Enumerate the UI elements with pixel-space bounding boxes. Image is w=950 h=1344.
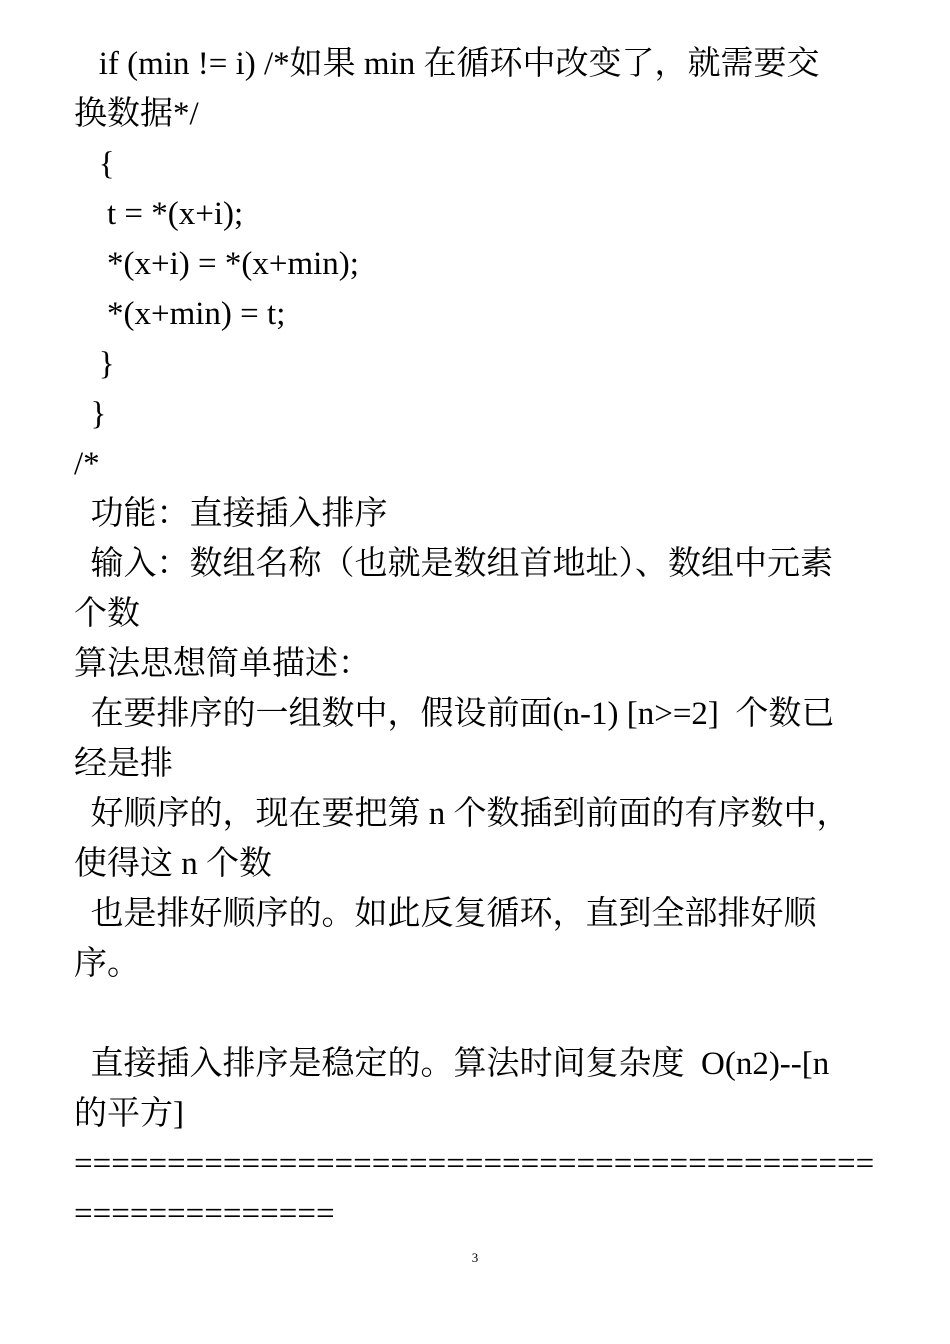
text-line: 功能：直接插入排序 [74, 496, 388, 532]
text-line: *(x+i) = *(x+min); [74, 246, 359, 282]
text-line: 使得这 n 个数 [74, 846, 272, 882]
text-line: 也是排好顺序的。如此反复循环，直到全部排好顺 [74, 896, 817, 932]
text-line: { [74, 146, 115, 182]
text-line: 输入：数组名称（也就是数组首地址）、数组中元素 [74, 546, 833, 582]
text-line: 在要排序的一组数中，假设前面(n-1) [n>=2] 个数已 [74, 696, 835, 732]
text-line: 算法思想简单描述： [74, 646, 371, 682]
text-line: 序。 [74, 946, 140, 982]
text-line: 换数据*/ [74, 96, 199, 132]
text-line: } [74, 346, 115, 382]
text-line: 个数 [74, 596, 140, 632]
text-line: /* [74, 446, 100, 482]
text-line: 的平方] [74, 1096, 184, 1132]
text-line: } [74, 396, 107, 432]
page-number: 3 [471, 1250, 479, 1265]
separator-line: =========================================== [74, 1146, 875, 1182]
text-line: t = *(x+i); [74, 196, 244, 232]
text-line: if (min != i) /*如果 min 在循环中改变了，就需要交 [74, 46, 820, 82]
text-line: 好顺序的，现在要把第 n 个数插到前面的有序数中， [74, 796, 850, 832]
text-line: *(x+min) = t; [74, 296, 286, 332]
text-line: 直接插入排序是稳定的。算法时间复杂度 O(n2)--[n [74, 1046, 830, 1082]
text-line: 经是排 [74, 746, 173, 782]
separator-line: ============== [74, 1196, 335, 1232]
